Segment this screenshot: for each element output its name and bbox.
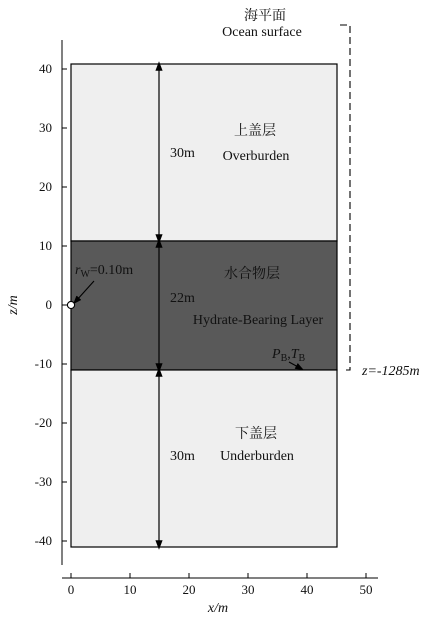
ocean-depth-dashed-line: [340, 25, 350, 370]
y-tick-label: -40: [34, 533, 52, 548]
x-axis-ticks: [71, 573, 366, 578]
x-tick-label: 0: [67, 582, 75, 597]
overburden-layer: [71, 64, 337, 241]
ocean-surface-label-cn: 海平面: [244, 9, 286, 24]
hydrate-thickness-label: 22m: [170, 291, 195, 306]
overburden-label-en: Overburden: [222, 149, 290, 164]
x-axis-title: x/m: [207, 601, 229, 616]
underburden-label-cn: 下盖层: [235, 427, 277, 442]
y-tick-label: 40: [39, 61, 52, 76]
x-tick-label: 50: [359, 582, 373, 597]
underburden-thickness-label: 30m: [170, 449, 195, 464]
overburden-label-cn: 上盖层: [234, 124, 276, 139]
well-radius-label: $r_W=0.10m$: [75, 263, 134, 280]
x-tick-labels: [68, 582, 373, 597]
y-tick-label: 10: [39, 238, 52, 253]
ocean-surface-label-en: Ocean surface: [222, 25, 302, 40]
x-tick-label: 30: [241, 582, 255, 597]
depth-label: z=-1285m: [362, 364, 420, 379]
y-tick-label: 0: [45, 297, 52, 312]
hydrate-label-en: Hydrate-Bearing Layer: [192, 313, 324, 328]
y-tick-label: 30: [39, 120, 52, 135]
x-tick-label: 10: [123, 582, 137, 597]
y-axis-title: z/m: [6, 295, 21, 315]
x-tick-label: 20: [182, 582, 196, 597]
y-tick-label: -10: [34, 356, 52, 371]
x-tick-label: 40: [300, 582, 314, 597]
hydrate-label-cn: 水合物层: [224, 267, 280, 282]
overburden-thickness-label: 30m: [170, 146, 195, 161]
underburden-layer: [71, 370, 337, 547]
y-axis-ticks: [62, 69, 67, 541]
well-marker: [67, 301, 74, 308]
y-tick-labels: [35, 61, 52, 548]
underburden-label-en: Underburden: [220, 449, 294, 464]
y-tick-label: 20: [39, 179, 52, 194]
y-tick-label: -20: [34, 415, 52, 430]
y-tick-label: -30: [34, 474, 52, 489]
boundary-condition-label: $P_B,T_B$: [272, 347, 306, 364]
